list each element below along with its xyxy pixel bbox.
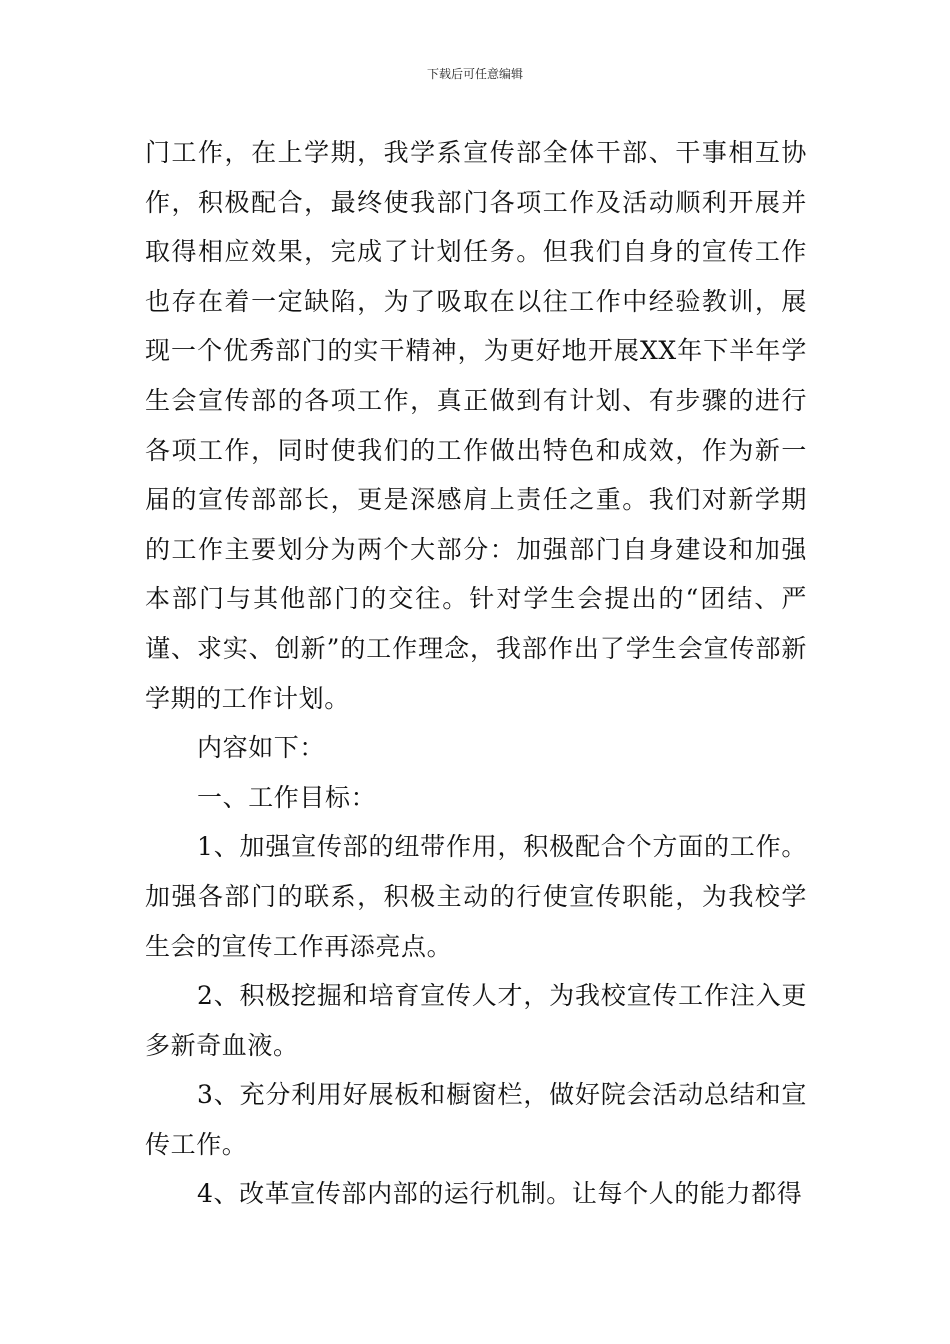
document-body: [145, 128, 807, 1219]
section-heading-work-goals: 一、工作目标：: [197, 782, 377, 812]
paragraph-intro: 门工作，在上学期，我学系宣传部全体干部、干事相互协作，积极配合，最终使我部门各项工作及活动顺利开展并取得相应效果，完成了计划任务。但我们自身的宣传工作也存在着一定缺陷，为了吸取在以往工作中经验教训，展现一个优秀部门的实干精神，为更好地开展XX年下半年学生会宣传部的各项工作，真正做到有计划、有步骤的进行各项工作，同时使我们的工作做出特色和成效，作为新一届的宣传部部长，更是深感肩上责任之重。我们对新学期的工作主要划分为两个大部分：加强部门自身建设和加强本部门与其他部门的交往。针对学生会提出的“团结、严谨、求实、创新”的工作理念，我部作出了学生会宣传部新学期的工作计划。: [145, 138, 807, 713]
paragraph-goal-3: 3、充分利用好展板和橱窗栏，做好院会活动总结和宣传工作。: [145, 1080, 807, 1159]
paragraph-content-heading: 内容如下：: [197, 733, 326, 763]
page-header: 下载后可任意编辑: [426, 67, 523, 81]
paragraph-goal-2: 2、积极挖掘和培育宣传人才，为我校宣传工作注入更多新奇血液。: [145, 981, 807, 1060]
paragraph-goal-4: 4、改革宣传部内部的运行机制。让每个人的能力都得: [197, 1179, 803, 1209]
paragraph-goal-1: 1、加强宣传部的纽带作用，积极配合个方面的工作。加强各部门的联系，积极主动的行使宣传职能，为我校学生会的宣传工作再添亮点。: [145, 832, 807, 961]
